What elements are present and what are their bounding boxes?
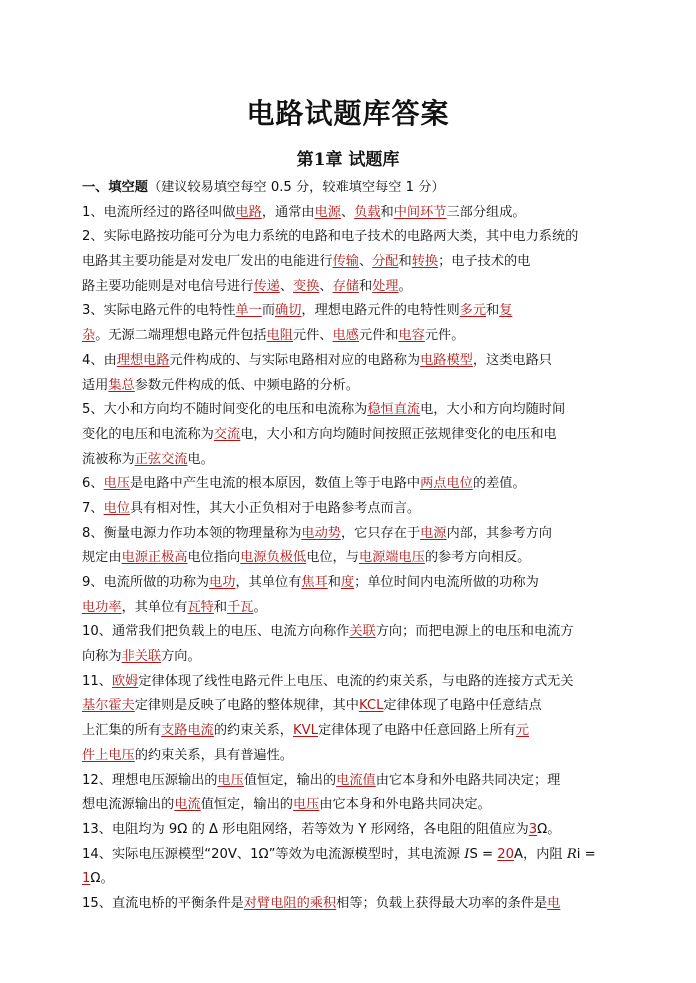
- answer-blank: 两点电位: [420, 476, 473, 492]
- question-list: [82, 176, 622, 917]
- line-text: 3、实际电路元件的电特性: [82, 303, 236, 319]
- line-text: 电位指向: [187, 550, 241, 566]
- line-text: ，其单位有: [121, 599, 188, 615]
- answer-blank: 传输: [332, 254, 359, 270]
- text-line: [82, 374, 622, 399]
- line-text: 值恒定，输出的: [200, 797, 293, 813]
- line-text: 方向；而把电源上的电压和电流方: [375, 624, 574, 640]
- text-line: [82, 225, 622, 250]
- line-text: 定律则是反映了电路的整体规律，其中: [134, 698, 359, 714]
- line-text: 14、实际电压源模型“20V、1Ω”等效为电流源模型时，其电流源: [82, 846, 465, 862]
- answer-blank: 瓦特: [187, 599, 214, 615]
- text-line: [82, 201, 622, 226]
- text-line: [82, 670, 622, 695]
- answer-blank: 电容: [398, 328, 425, 344]
- line-text: 和: [486, 303, 500, 319]
- text-line: [82, 892, 622, 917]
- text-line: [82, 349, 622, 374]
- line-text: 的差值。: [472, 476, 526, 492]
- answer-blank: 度: [340, 575, 355, 590]
- line-text: i: [576, 846, 581, 862]
- answer-blank: 20: [497, 846, 515, 862]
- formula-variable: R: [566, 846, 577, 862]
- line-text: 2、实际电路按功能可分为电力系统的电路和电子技术的电路两大类，其中电力系统的: [82, 229, 579, 245]
- answer-blank: 复: [499, 303, 513, 319]
- line-text: 。: [253, 599, 267, 615]
- line-text: 具有相对性，其大小正负相对于电路参考点而言。: [129, 500, 421, 516]
- line-text: 规定由: [82, 550, 122, 566]
- text-line: [82, 793, 622, 818]
- line-text: 想电流源输出的: [82, 797, 175, 813]
- line-text: 5、大小和方向均不随时间变化的电压和电流称为: [82, 402, 368, 418]
- text-line: [82, 448, 622, 473]
- answer-blank: 电源负极低: [240, 550, 307, 566]
- answer-blank: 基尔霍夫: [82, 698, 135, 714]
- line-text: 电，大小和方向均随时间按照正弦规律变化的电压和电: [240, 426, 557, 442]
- text-line: [82, 299, 622, 324]
- answer-blank: 对臂电阻的乘积: [243, 895, 337, 911]
- line-text: 、: [340, 204, 355, 220]
- answer-blank: 电流: [174, 797, 201, 813]
- answer-blank: 千瓦: [227, 599, 254, 615]
- answer-blank: 处理: [372, 278, 399, 294]
- line-text: ，它只存在于: [340, 525, 421, 541]
- answer-blank: 支路电流: [161, 723, 214, 739]
- line-text: 、: [358, 254, 373, 270]
- line-text: ，这类电路只: [472, 352, 552, 368]
- line-text: 流被称为: [82, 451, 135, 467]
- line-text: 是电路中产生电流的根本原因，数值上等于电路中: [129, 476, 421, 492]
- answer-blank: 关联: [349, 624, 376, 640]
- line-text: 相等；负载上获得最大功率的条件是: [336, 895, 548, 911]
- line-text: 、: [279, 278, 293, 294]
- chapter-heading: 第1章 试题库: [296, 150, 400, 170]
- answer-blank: 正弦交流: [134, 451, 188, 467]
- line-text: 。无源二端理想电路元件包括: [95, 328, 267, 344]
- text-line: [82, 719, 622, 744]
- answer-blank: 电源: [420, 525, 447, 541]
- line-text: 向称为: [82, 649, 122, 665]
- text-line: [82, 867, 622, 892]
- line-text: 路主要功能则是对电信号进行: [82, 278, 254, 294]
- line-text: 而: [261, 303, 276, 319]
- answer-blank: 分配: [372, 254, 399, 270]
- answer-blank: 电路模型: [420, 352, 473, 368]
- line-text: ，理想电路元件的电特性则: [301, 303, 460, 319]
- line-text: 4、由: [82, 352, 117, 368]
- text-line: [82, 744, 622, 769]
- line-text: 参数元件构成的低、中频电路的分析。: [134, 377, 359, 393]
- answer-blank: KCL: [358, 698, 384, 714]
- answer-blank: 电功率: [82, 599, 122, 615]
- line-text: 电路其主要功能是对发电厂发出的电能进行: [82, 254, 333, 270]
- answer-blank: 中间环节: [393, 204, 447, 220]
- answer-blank: 欧姆: [111, 673, 139, 689]
- text-line: [82, 275, 622, 300]
- line-text: 定律体现了线性电路元件上电压、电流的约束关系，与电路的连接方式无关: [138, 673, 574, 689]
- line-text: （建议较易填空每空 0.5 分，较难填空每空 1 分）: [147, 180, 445, 195]
- line-text: 8、衡量电源力作功本领的物理量称为: [82, 525, 302, 541]
- text-line: [82, 324, 622, 349]
- line-text: ，通常由: [261, 204, 315, 220]
- line-text: 7、: [82, 500, 104, 516]
- line-text: 值恒定，输出的: [243, 772, 337, 788]
- line-text: 定律体现了电路中任意回路上所有: [318, 723, 516, 739]
- line-text: 11、: [82, 673, 112, 689]
- line-text: S: [469, 846, 478, 862]
- line-text: 和: [213, 599, 228, 615]
- answer-blank: 负载: [354, 204, 381, 220]
- answer-blank: 存储: [332, 278, 359, 294]
- text-line: [82, 398, 622, 423]
- line-text: 的参考方向相反。: [424, 550, 531, 566]
- answer-blank: 电路: [235, 204, 262, 220]
- section-heading: 一、填空题: [82, 180, 148, 195]
- line-text: 6、: [82, 476, 104, 492]
- line-text: Ω。: [90, 871, 114, 887]
- line-text: ，其单位有: [235, 575, 302, 590]
- answer-blank: 电源正极高: [121, 550, 188, 566]
- answer-blank: 理想电路: [116, 352, 170, 368]
- line-text: 上汇集的所有: [82, 723, 162, 739]
- answer-blank: 电动势: [301, 525, 341, 541]
- text-line: [82, 596, 622, 621]
- line-text: 的约束关系，具有普遍性。: [134, 747, 293, 763]
- line-text: 电。: [187, 451, 214, 467]
- answer-blank: 非关联: [121, 649, 162, 665]
- answer-blank: 1: [82, 871, 91, 887]
- formula-variable: I: [464, 846, 470, 862]
- answer-blank: 交流: [213, 426, 241, 442]
- line-text: 和: [358, 278, 373, 294]
- line-text: 由它本身和外电路共同决定。: [319, 797, 491, 813]
- line-text: 由它本身和外电路共同决定；理: [375, 772, 561, 788]
- line-text: 和: [327, 575, 341, 590]
- answer-blank: 变换: [293, 278, 320, 294]
- answer-blank: 多元: [459, 303, 487, 319]
- line-text: 和: [380, 204, 394, 220]
- text-line: [82, 250, 622, 275]
- text-line: [82, 843, 622, 868]
- text-line: [82, 645, 622, 670]
- line-text: =: [580, 846, 596, 862]
- line-text: 电，大小和方向均随时间: [420, 402, 566, 418]
- line-text: A，内阻: [514, 846, 567, 862]
- answer-blank: 电阻: [266, 328, 293, 344]
- answer-blank: 焦耳: [301, 575, 328, 590]
- text-line: [82, 818, 622, 843]
- text-line: [82, 472, 622, 497]
- line-text: 元件。: [424, 328, 465, 344]
- line-text: 内部，其参考方向: [446, 525, 552, 541]
- answer-blank: 电源端电压: [358, 550, 425, 566]
- line-text: =: [477, 846, 498, 862]
- answer-blank: 传递: [253, 278, 280, 294]
- text-line: [82, 497, 622, 522]
- text-line: [82, 571, 622, 596]
- line-text: 元件构成的、与实际电路相对应的电路称为: [169, 352, 421, 368]
- line-text: 定律体现了电路中任意结点: [383, 698, 542, 714]
- line-text: 12、理想电压源输出的: [82, 772, 218, 788]
- line-text: 变化的电压和电流称为: [82, 426, 214, 442]
- line-text: 10、通常我们把负载上的电压、电流方向称作: [82, 624, 350, 640]
- answer-blank: 电源: [314, 204, 341, 220]
- line-text: ；电子技术的电: [438, 254, 531, 270]
- answer-blank: 元: [515, 723, 530, 739]
- answer-blank: 电压: [293, 797, 320, 813]
- text-line: [82, 546, 622, 571]
- text-line: [82, 522, 622, 547]
- line-text: 元件和: [358, 328, 399, 344]
- answer-blank: 电流值: [336, 772, 376, 788]
- text-line: [82, 694, 622, 719]
- line-text: 、: [319, 278, 333, 294]
- line-text: 15、直流电桥的平衡条件是: [82, 895, 244, 911]
- line-text: 和: [398, 254, 412, 270]
- line-text: 方向。: [161, 649, 201, 665]
- line-text: 9、电流所做的功称为: [82, 575, 210, 590]
- text-line: [82, 176, 622, 201]
- line-text: 1、电流所经过的路径叫做: [82, 204, 236, 220]
- line-text: 13、电阻均为 9Ω 的 Δ 形电阻网络，若等效为 Y 形网络，各电阻的阻值应为: [82, 821, 529, 837]
- answer-blank: 单一: [235, 303, 262, 319]
- answer-blank: 电: [547, 895, 561, 911]
- line-text: 元件、: [293, 328, 333, 344]
- line-text: 的约束关系，: [213, 723, 293, 739]
- text-line: [82, 620, 622, 645]
- text-line: [82, 423, 622, 448]
- page-title: 电路试题库答案: [246, 97, 450, 130]
- answer-blank: 电功: [209, 575, 236, 590]
- answer-blank: 杂: [82, 328, 96, 344]
- line-text: 三部分组成。: [446, 204, 526, 220]
- line-text: 适用: [82, 377, 109, 393]
- line-text: 电位，与: [306, 550, 359, 566]
- answer-blank: 3: [528, 821, 538, 837]
- answer-blank: 确切: [275, 303, 302, 319]
- answer-blank: 电压: [103, 476, 130, 492]
- line-text: 。: [398, 278, 412, 294]
- answer-blank: 电感: [332, 328, 359, 344]
- answer-blank: 电位: [103, 500, 130, 516]
- line-text: ；单位时间内电流所做的功称为: [354, 575, 539, 590]
- text-line: [82, 769, 622, 794]
- answer-blank: 稳恒直流: [367, 402, 421, 418]
- answer-blank: 件上电压: [82, 747, 135, 763]
- answer-blank: KVL: [293, 723, 319, 739]
- answer-blank: 转换: [411, 254, 439, 270]
- line-text: Ω。: [537, 821, 561, 837]
- answer-blank: 集总: [108, 377, 135, 393]
- answer-blank: 电压: [217, 772, 244, 788]
